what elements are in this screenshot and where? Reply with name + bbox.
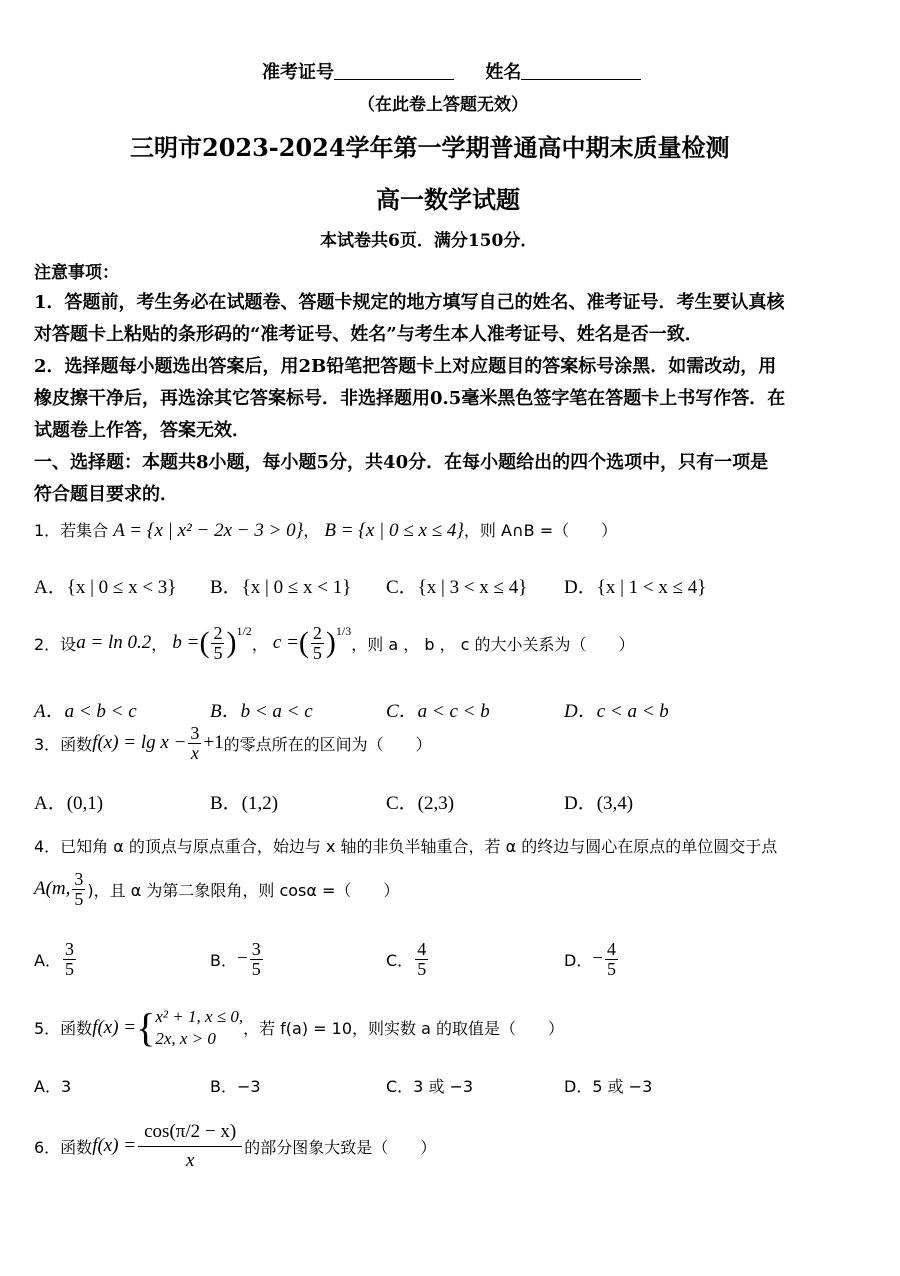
note-line: 对答题卡上粘贴的条形码的“准考证号、姓名”与考生本人准考证号、姓名是否一致． (34, 324, 703, 345)
q4-option-a[interactable]: A． $\frac{3}{5}$ (34, 939, 74, 979)
question-3 (34, 724, 432, 763)
q6-number: 6．函数 (34, 1137, 93, 1157)
q2-option-a[interactable]: A．a < b < c (34, 701, 137, 722)
q1-option-d[interactable]: D．{x | 1 < x ≤ 4} (564, 577, 707, 598)
q1-option-c[interactable]: C．{x | 3 < x ≤ 4} (386, 577, 528, 598)
exam-header (262, 58, 641, 84)
q6-ask: 的部分图象大致是（ ） (244, 1137, 437, 1157)
notes-heading: 注意事项： (34, 263, 119, 283)
q5-option-a[interactable]: A．3 (34, 1077, 72, 1096)
note-line: 试题卷上作答，答案无效． (34, 420, 250, 441)
q1-option-a[interactable]: A．{x | 0 ≤ x < 3} (34, 577, 177, 598)
page-title: 三明市2023-2024学年第一学期普通高中期末质量检测 (130, 133, 730, 162)
q3-option-b[interactable]: B．(1,2) (210, 793, 279, 814)
q2-a: a = ln 0.2 (76, 632, 152, 654)
exam-id-blank (334, 62, 454, 80)
section-heading: 一、选择题：本题共8小题，每小题5分，共40分．在每小题给出的四个选项中，只有一项是 (34, 452, 769, 473)
question-1: 1．若集合 A = {x | x² − 2x − 3 > 0}， B = {x | 0 ≤ x ≤ 4}，则 A∩B =（ ） (34, 520, 618, 541)
question-6 (34, 1118, 436, 1175)
q1-ask: ，则 A∩B =（ ） (463, 521, 618, 540)
q2-ask: ，则 a ， b ， c 的大小关系为（ ） (351, 634, 635, 654)
page-subtitle: 高一数学试题 (376, 185, 520, 214)
note-line: 1．答题前，考生务必在试题卷、答题卡规定的地方填写自己的姓名、准考证号．考生要认真核 (34, 292, 785, 313)
q6-function: f(x) = (92, 1135, 137, 1157)
question-4: 4．已知角 α 的顶点与原点重合，始边与 x 轴的非负半轴重合，若 α 的终边与圆心在原点的单位圆交于点 (34, 837, 778, 856)
q5-number: 5．函数 (34, 1019, 93, 1038)
q4-ask: )，且 α 为第二象限角，则 cosα =（ ） (87, 880, 400, 900)
q2-c-fraction: $\frac{2}{5}$ (312, 623, 322, 663)
q3-ask: 的零点所在的区间为（ ） (223, 734, 432, 754)
q3-number: 3．函数 (34, 734, 93, 754)
q3-function-tail: +1 (203, 732, 224, 754)
q3-option-c[interactable]: C．(2,3) (386, 793, 455, 814)
question-5: 5．函数 f(x) = { x² + 1, x ≤ 0, 2x, x > 0 ，若 f(a) = 10，则实数 a 的取值是（ ） (34, 1005, 565, 1050)
q6-fraction: $\frac{\cos(\pi/2 - x)}{x}$ (138, 1118, 242, 1175)
q4-fraction: $\frac{3}{5}$ (74, 869, 84, 909)
note-line: 橡皮擦干净后，再选涂其它答案标号．非选择题用0.5毫米黑色签字笔在答题卡上书写作答．在 (34, 388, 786, 409)
q4-option-c[interactable]: C． $\frac{4}{5}$ (386, 939, 427, 979)
q2-b-label: b = (172, 632, 200, 654)
name-label: 姓名 (485, 62, 522, 83)
q2-number: 2．设 (34, 634, 77, 654)
note-line: 2．选择题每小题选出答案后，用2B铅笔把答题卡上对应题目的答案标号涂黑．如需改动，用 (34, 356, 777, 377)
exam-info: 本试卷共6页．满分150分． (320, 231, 538, 251)
q5-option-b[interactable]: B．−3 (210, 1077, 261, 1096)
q4-option-d[interactable]: D． − $\frac{4}{5}$ (564, 939, 617, 979)
q3-fraction: $\frac{3}{x}$ (190, 723, 200, 763)
q2-c-label: c = (272, 632, 299, 654)
q1-option-b[interactable]: B．{x | 0 ≤ x < 1} (210, 577, 352, 598)
q1-set-b: B = {x | 0 ≤ x ≤ 4} (324, 520, 464, 541)
q2-b-fraction: $\frac{2}{5}$ (213, 623, 223, 663)
q2-option-b[interactable]: B．b < a < c (210, 701, 313, 722)
q5-ask: ，若 f(a) = 10，则实数 a 的取值是（ ） (243, 1019, 565, 1038)
q3-option-a[interactable]: A．(0,1) (34, 793, 104, 814)
q3-option-d[interactable]: D．(3,4) (564, 793, 634, 814)
exam-id-label: 准考证号 (262, 62, 334, 83)
q2-c-exponent: 1/3 (335, 624, 352, 638)
q5-piecewise: x² + 1, x ≤ 0, 2x, x > 0 (155, 1007, 244, 1048)
q2-b-exponent: 1/2 (236, 624, 252, 638)
q2-option-d[interactable]: D．c < a < b (564, 701, 669, 722)
q3-function: f(x) = lg x − (92, 732, 187, 754)
q4-option-b[interactable]: B． − $\frac{3}{5}$ (210, 939, 261, 979)
name-blank (521, 62, 641, 80)
q5-option-d[interactable]: D．5 或 −3 (564, 1077, 653, 1096)
question-2: 2．设 a = ln 0.2 ， b = ( $\frac{2}{5}$ ) $^{1/2}$ ， c = ( $\frac{2}{5}$ ) $^{1/3}$ ，则 a ， b ， c 的大小关系为（ ） (34, 623, 635, 663)
q5-function: f(x) = (92, 1016, 137, 1038)
q2-option-c[interactable]: C．a < c < b (386, 701, 490, 722)
invalid-note: （在此卷上答题无效） (358, 95, 528, 115)
q5-option-c[interactable]: C．3 或 −3 (386, 1077, 474, 1096)
question-4-cont (34, 870, 399, 909)
q1-set-a: A = {x | x² − 2x − 3 > 0} (113, 520, 304, 541)
section-heading-cont: 符合题目要求的． (34, 484, 178, 505)
q1-number: 1．若集合 (34, 521, 109, 540)
q4-point: A(m, (34, 878, 71, 900)
